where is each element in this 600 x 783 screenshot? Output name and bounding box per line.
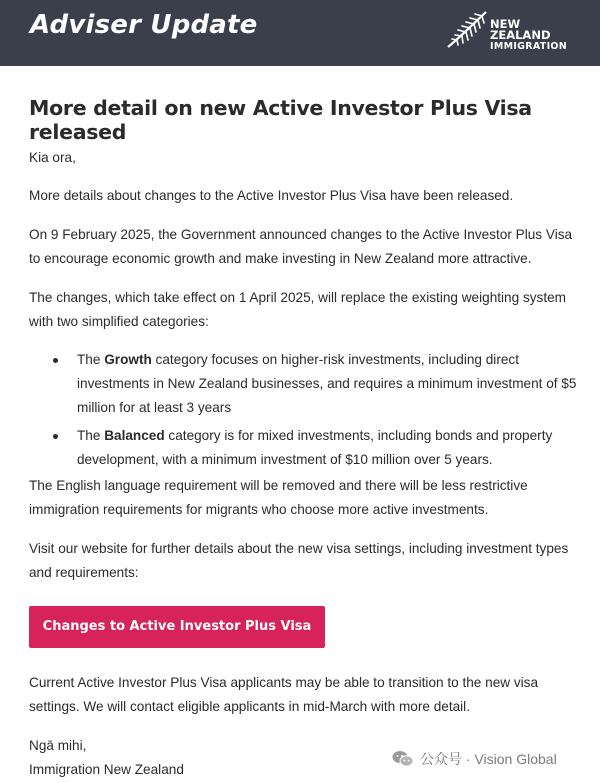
signoff: Ngā mihi,: [29, 738, 87, 753]
silver-fern-icon: [444, 9, 490, 51]
growth-label: Growth: [104, 352, 152, 367]
balanced-label: Balanced: [104, 428, 165, 443]
bullet-dot: [53, 358, 58, 363]
greeting: Kia ora,: [29, 150, 76, 165]
changes-visa-link-button[interactable]: Changes to Active Investor Plus Visa: [29, 606, 325, 648]
list-item-balanced: [29, 424, 577, 472]
email-header: [0, 0, 600, 66]
announcement-paragraph: On 9 February 2025, the Government announced changes to the Active Investor Plus Visa to encourage economic growth and make investing in New Zealand more attractive.: [29, 227, 573, 266]
bullet-prefix: The: [77, 352, 105, 367]
bullet-dot: [53, 434, 58, 439]
watermark-text: 公众号 · Vision Global: [420, 751, 557, 767]
wechat-icon: [392, 750, 414, 768]
category-list: [29, 348, 577, 472]
signature: Immigration New Zealand: [29, 762, 184, 777]
newsletter-title: Adviser Update: [30, 10, 258, 40]
logo-wordmark: [490, 19, 584, 52]
list-item-growth: [29, 348, 577, 420]
wechat-watermark: [392, 748, 557, 770]
english-requirement-paragraph: The English language requirement will be removed and there will be less restrictive immigration requirements for migrants who choose more active investments.: [29, 478, 528, 517]
bullet-prefix: The: [77, 428, 105, 443]
growth-description: category focuses on higher-risk investments, including direct investments in New Zealand businesses, and requires a minimum investment of $5 million for at least 3 years: [77, 352, 577, 415]
logo-line-2: IMMIGRATION: [490, 41, 568, 52]
transition-paragraph: Current Active Investor Plus Visa applicants may be able to transition to the new visa settings. We will contact eligible applicants in mid-March with more detail.: [29, 675, 539, 714]
balanced-description: category is for mixed investments, including bonds and property development, with a minimum investment of $10 million over 5 years.: [77, 428, 553, 467]
immigration-nz-logo[interactable]: [444, 9, 584, 51]
intro-paragraph: More details about changes to the Active Investor Plus Visa have been released.: [29, 188, 514, 203]
logo-line-1: NEW ZEALAND: [490, 17, 551, 42]
changes-paragraph: The changes, which take effect on 1 April 2025, will replace the existing weighting system with two simplified categories:: [29, 290, 566, 329]
article-headline: More detail on new Active Investor Plus Visa released: [29, 96, 532, 144]
website-paragraph: Visit our website for further details about the new visa settings, including investment types and requirements:: [29, 541, 569, 580]
